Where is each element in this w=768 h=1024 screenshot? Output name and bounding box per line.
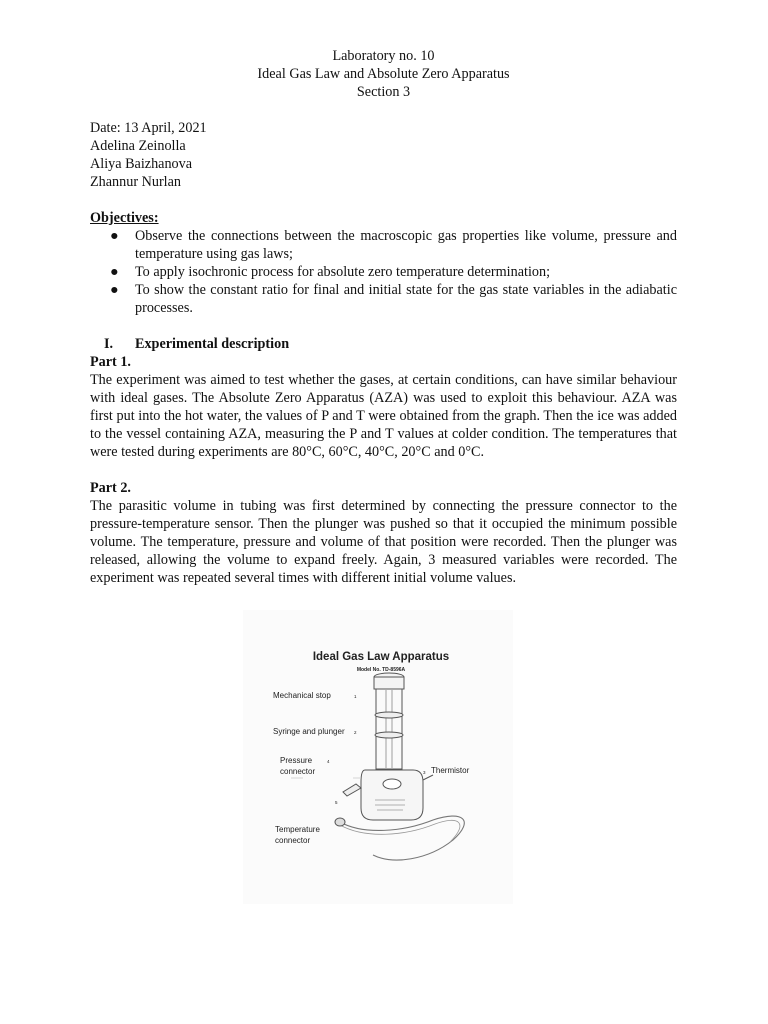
label-syringe: Syringe and plunger [273,727,345,736]
objectives-list [90,227,677,317]
temperature-plug [335,818,345,826]
objective-item: ● To apply isochronic process for absolute zero temperature determination; [110,264,551,280]
bullet-icon: ● [110,228,119,244]
label-mechanical-stop: Mechanical stop [273,691,331,700]
syringe-barrel [376,689,402,769]
part1-text: The experiment was aimed to test whether the gases, at certain conditions, can have similar behaviour with ideal gases. The Absolute Zero Apparatus (AZA) was used to exploit this behaviour. AZA was first put into the hot water, the values of P and T were obtained from the graph. Then the ice was added to the vessel containing AZA, measuring the P and T values at colder condition. The temperatures that were tested during experiments are 80°C, 60°C, 40°C, 20°C and 0°C. [90,372,677,460]
cable-line [340,820,460,842]
label-thermistor: Thermistor [431,766,470,775]
apparatus-diagram [243,610,513,904]
label-number: 4 [327,759,330,764]
date-line: Date: 13 April, 2021 [90,120,207,136]
label-number: 2 [354,730,357,735]
section-number: I. [104,336,114,352]
label-pressure-line1: Pressure [280,756,313,765]
apparatus-base [361,770,423,820]
section-title: Experimental description [135,336,290,352]
label-temperature-line2: connector [275,836,311,845]
label-number: 1 [354,694,357,699]
section-label: Section 3 [356,84,411,100]
objective-item: ● Observe the connections between the macroscopic gas properties like volume, pressure and temperature using gas laws; [110,228,677,262]
author-name: Adelina Zeinolla [90,138,186,154]
label-number: 5 [335,800,338,805]
mechanical-stop-body [374,677,404,689]
figure-title: Ideal Gas Law Apparatus [312,651,450,663]
part2-heading: Part 2. [90,480,131,496]
bullet-icon: ● [110,264,119,280]
lab-number: Laboratory no. 10 [332,48,435,64]
pressure-nozzle [343,784,361,796]
label-number: 3 [423,770,426,775]
label-pressure-line2: connector [280,767,316,776]
bullet-icon: ● [110,282,119,298]
document-page [90,47,677,587]
document-title: Ideal Gas Law and Absolute Zero Apparatus [257,66,510,82]
syringe-ring [375,712,403,718]
part1-heading: Part 1. [90,354,131,370]
part2-text: The parasitic volume in tubing was first determined by connecting the pressure connector to the pressure-temperature sensor. Then the plunger was pushed so that it occupied the minimum possible volume. The temperature, pressure and volume of that position were recorded. Then the plunger was released, allowing the volume to expand freely. Again, 3 measured variables were recorded. The experiment was repeated several times with different initial volume values. [90,498,677,586]
figure-model: Model No. TD-8596A [356,667,406,673]
apparatus-figure [243,610,513,904]
syringe-ring [375,732,403,738]
author-name: Zhannur Nurlan [90,174,182,190]
section-heading [90,335,677,353]
objectives-heading: Objectives: [90,210,159,226]
cable-line [340,816,464,860]
objective-item: ● To show the constant ratio for final and initial state for the gas state variables in the adiabatic processes. [110,282,677,316]
author-name: Aliya Baizhanova [90,156,193,172]
base-port [383,779,401,789]
label-temperature-line1: Temperature [275,825,320,834]
